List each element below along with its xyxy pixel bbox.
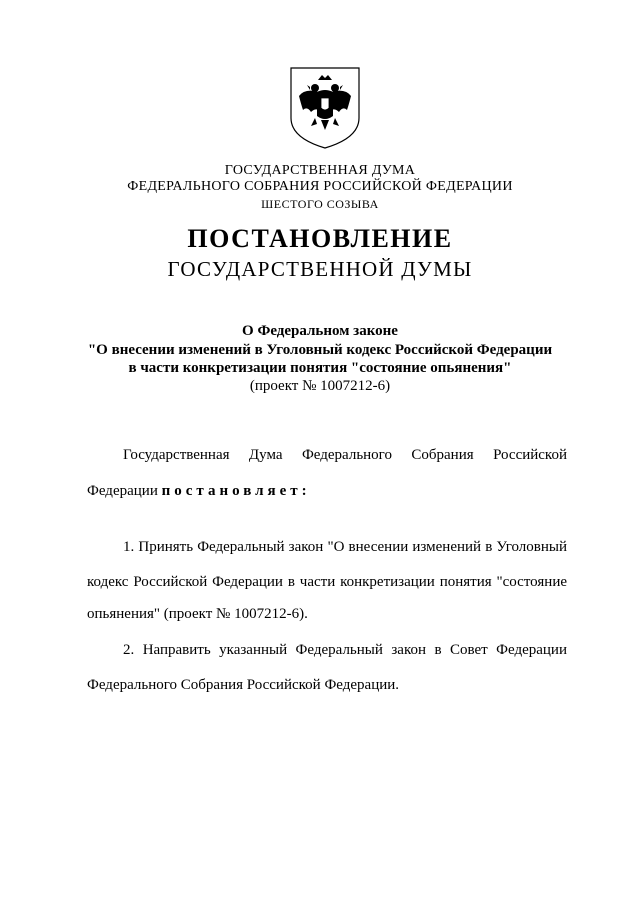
document-type-title: ПОСТАНОВЛЕНИЕ — [187, 224, 453, 253]
item1-line2: кодекс Российской Федерации в части конкретизации понятия "состояние — [87, 574, 567, 590]
preamble-verb: постановляет: — [161, 483, 311, 499]
subject-project-number: (проект № 1007212-6) — [249, 378, 391, 394]
org-name-line2: ФЕДЕРАЛЬНОГО СОБРАНИЯ РОССИЙСКОЙ ФЕДЕРАЦИИ — [127, 179, 513, 194]
preamble-federation-word: Федерации — [87, 483, 158, 499]
convocation-line: ШЕСТОГО СОЗЫВА — [261, 197, 379, 211]
preamble-line1: Государственная Дума Федерального Собрания Российской — [123, 447, 567, 463]
subject-line2: "О внесении изменений в Уголовный кодекс Российской Федерации — [87, 342, 553, 358]
org-name-line1: ГОСУДАРСТВЕННАЯ ДУМА — [224, 163, 416, 178]
subject-line3: в части конкретизации понятия "состояние опьянения" — [128, 360, 512, 376]
item1-line3: опьянения" (проект № 1007212-6). — [87, 606, 308, 622]
document-issuer: ГОСУДАРСТВЕННОЙ ДУМЫ — [167, 257, 473, 281]
coat-of-arms-icon — [289, 66, 361, 150]
item2-line2: Федерального Собрания Российской Федерации. — [87, 677, 400, 693]
preamble-line2 — [87, 482, 567, 500]
subject-line1: О Федеральном законе — [242, 323, 398, 339]
item2-line1: 2. Направить указанный Федеральный закон в Совет Федерации — [123, 642, 567, 658]
item1-line1: 1. Принять Федеральный закон "О внесении изменений в Уголовный — [123, 539, 567, 555]
